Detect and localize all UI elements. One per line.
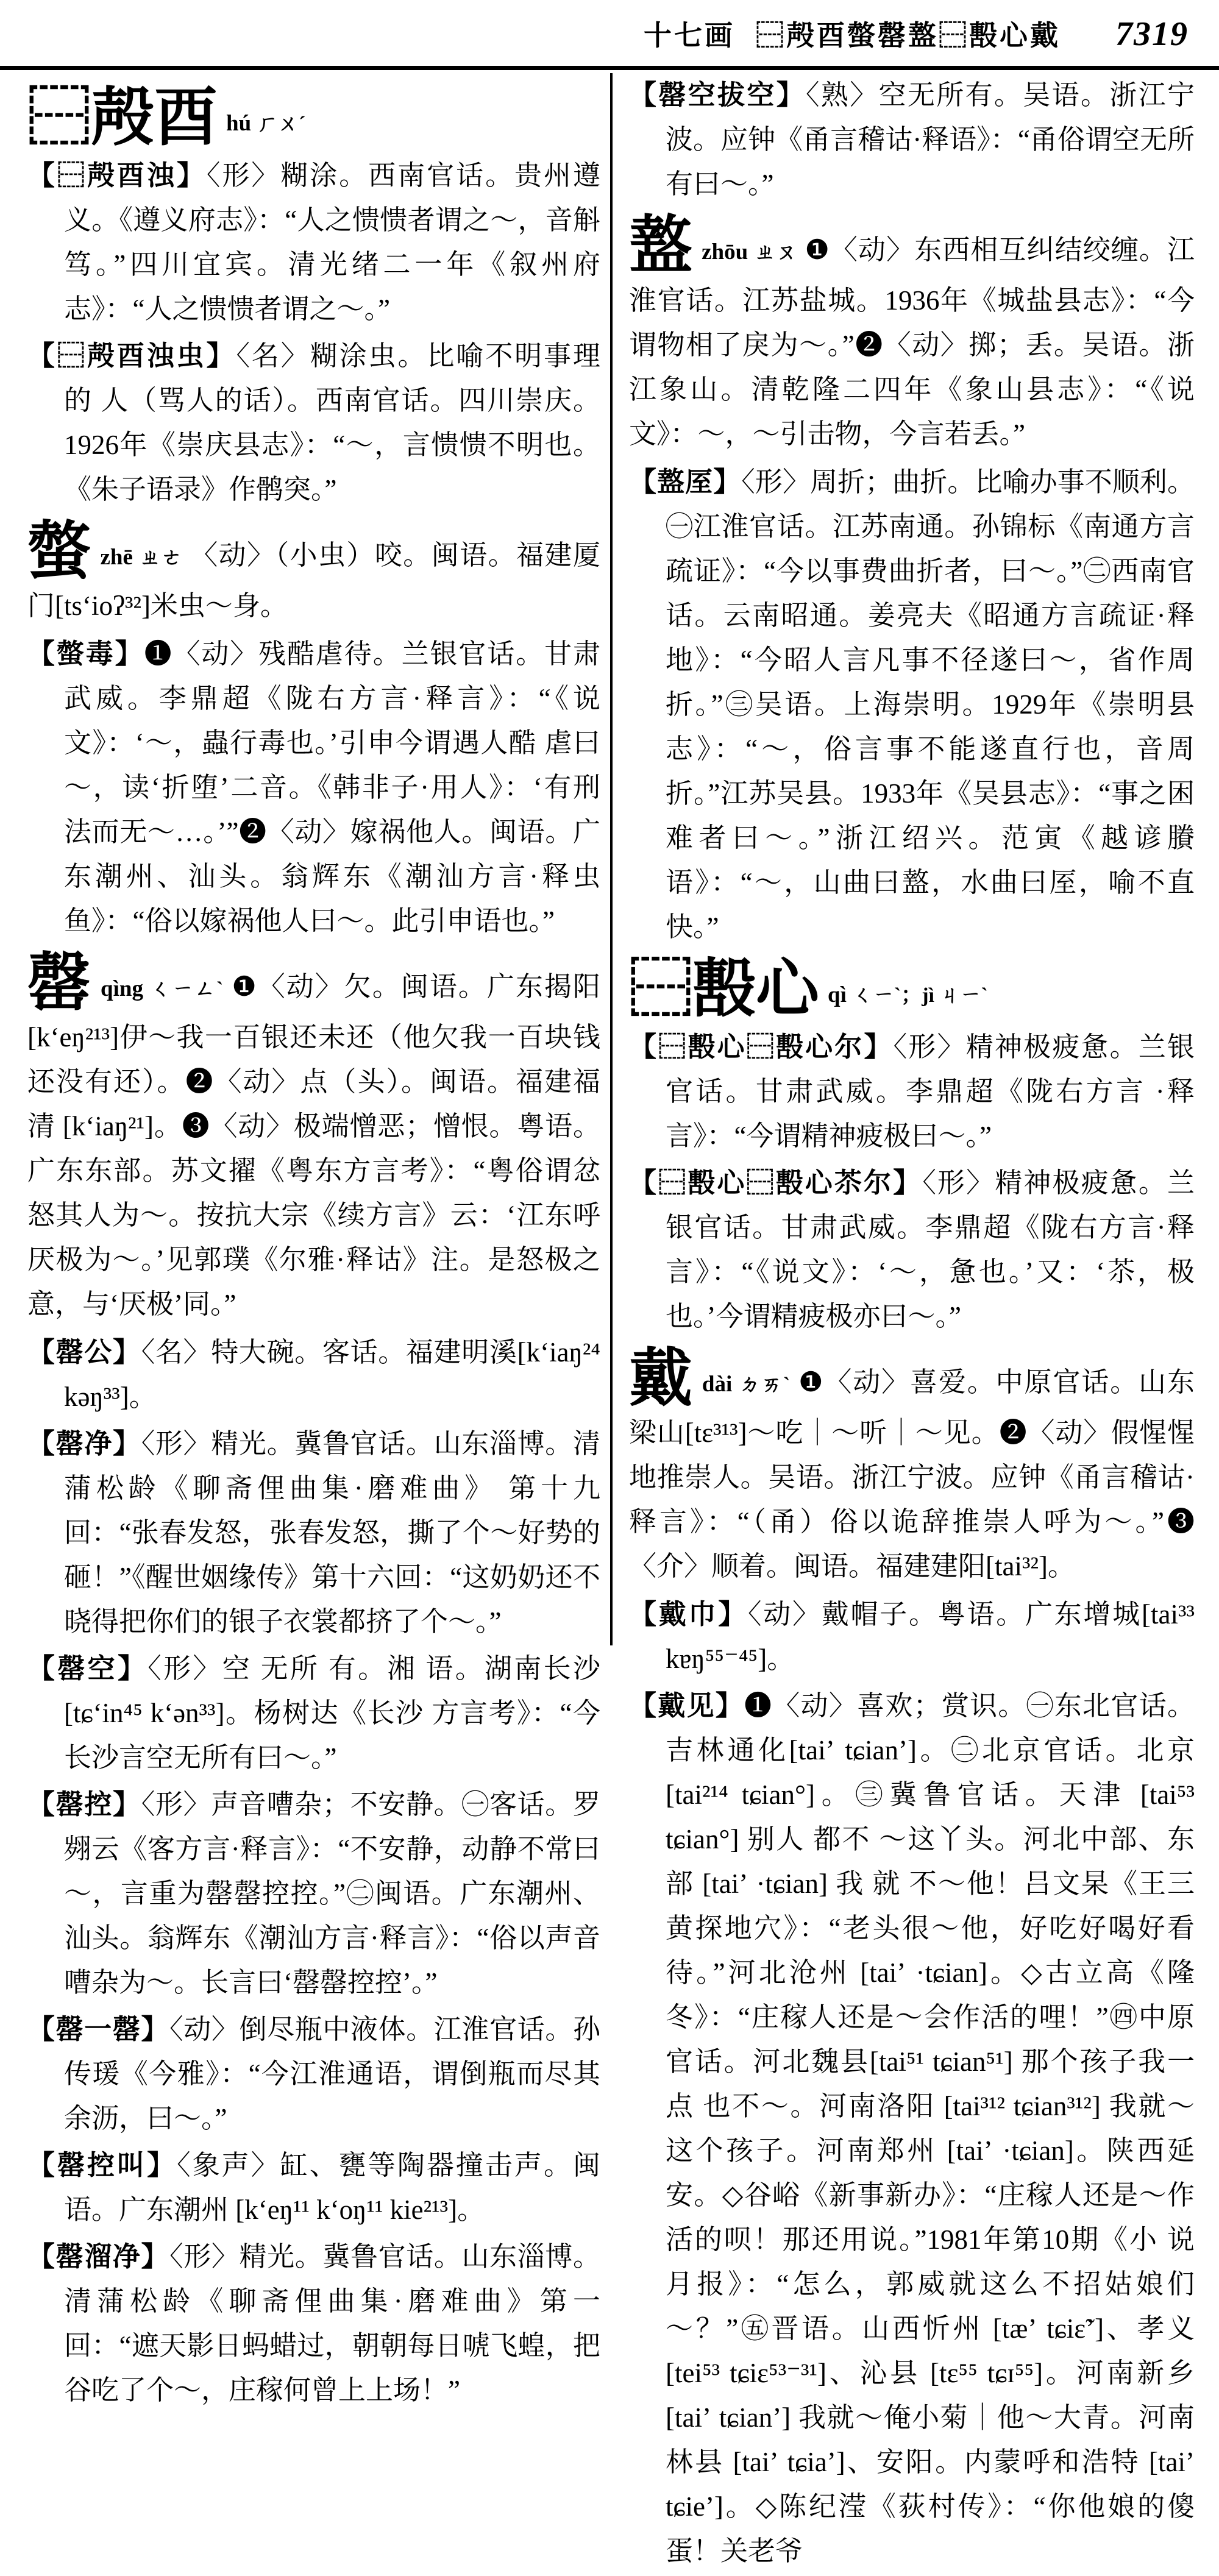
- entry-headword: 【戴见】: [629, 1691, 745, 1721]
- entry-headword: 【罄一罄】: [27, 2014, 170, 2045]
- head-character-entry: [27, 83, 600, 153]
- entry-headword: 【⿱毄心⿱毄心尔】: [629, 1032, 894, 1062]
- entry-body: 〈形〉精光。冀鲁官话。山东淄博。清蒲松龄《聊斋俚曲集·磨难曲》第一回：“遮天影日蚂蜡过，朝朝每日唬飞蝗，把谷吃了个～，庄稼何曾上上场！”: [64, 2241, 600, 2405]
- entry-body: 〈名〉特大碗。客话。福建明溪[kʻiaŋ²⁴ kəŋ³³]。: [64, 1337, 600, 1412]
- entry-body: 〈象声〉缸、甕等陶器撞击声。闽语。广东潮州 [kʻeŋ¹¹ kʻoŋ¹¹ kie²¹³]。: [64, 2150, 600, 2225]
- entry-body: ❶〈动〉东西相互纠结绞缠。江淮官话。江苏盐城。1936年《城盐县志》：“今谓物相了戾为～。”❷〈动〉掷；丢。吴语。浙江象山。清乾隆二四年《象山县志》：“《说文》：～，～引击物，今言若丢。”: [629, 235, 1195, 449]
- right-column: [629, 73, 1195, 2576]
- head-character-entry: [629, 211, 1195, 456]
- entry-headword: 【⿱毄心⿱毄心苶尔】: [629, 1168, 923, 1198]
- entry-body: ❶〈动〉欠。闽语。广东揭阳[kʻeŋ²¹³]伊～我一百银还未还（他欠我一百块钱还没有还）。❷〈动〉点（头）。闽语。福建福清 [kʻiaŋ²¹]。❸〈动〉极端憎恶；憎恨。粤语。广东东部。苏文擢《粤东方言考》：“粤俗谓忿怒其人为～。按抗大宗《续方言》云：‘江东呼厌极为～。’见郭璞《尔雅·释诂》注。是怒极之意，与‘厌极’同。”: [27, 971, 600, 1319]
- head-character: 螫: [27, 517, 92, 587]
- pinyin: zhōu: [702, 240, 748, 264]
- page-header: [0, 13, 1195, 56]
- entry-headword: 【罄净】: [27, 1428, 141, 1459]
- entry-headword: 【罄控】: [27, 1789, 141, 1820]
- pinyin: hú: [226, 111, 252, 136]
- word-entry: [629, 1161, 1195, 1339]
- entry-body: 〈熟〉空无所有。吴语。浙江宁波。应钟《甬言稽诂·释语》：“甬俗谓空无所有曰～。”: [666, 80, 1195, 199]
- word-entry: [27, 334, 600, 512]
- entry-headword: 【罄空拔空】: [629, 80, 806, 110]
- entry-body: 〈形〉空 无所 有。湘 语。湖南长沙 [tɕʻin⁴⁵ kʻən³³]。杨树达《长沙 方言考》：“今长沙言空无所有曰～。”: [64, 1653, 600, 1773]
- entry-headword: 【戴巾】: [629, 1599, 748, 1630]
- page-number: 7319: [1115, 15, 1189, 53]
- entry-body: 〈形〉周折；曲折。比喻办事不顺利。㊀江淮官话。江苏南通。孙锦标《南通方言疏证》：“今以事费曲折者，曰～。”㊁西南官话。云南昭通。姜亮夫《昭通方言疏证·释地》：“今昭人言凡事不径遂曰～，省作周折。”㊂吴语。上海崇明。1929年《崇明县志》：“～，俗言事不能遂直行也，音周折。”江苏吴县。1933年《吴县志》：“事之困难者曰～。”浙江绍兴。范寅《越谚賸语》：“～，山曲曰盩，水曲曰厔，喻不直快。”: [666, 467, 1195, 942]
- entry-body: 〈动〉（小虫）咬。闽语。福建厦门[tsʻioʔ³²]米虫～身。: [27, 540, 600, 621]
- pinyin: qì: [828, 982, 847, 1007]
- pinyin: qìng: [101, 976, 143, 1001]
- left-column: [27, 78, 600, 2415]
- word-entry: [27, 1422, 600, 1644]
- head-character: 罄: [27, 948, 93, 1018]
- word-entry: [27, 1330, 600, 1419]
- head-character: ⿱殸酉: [27, 83, 218, 153]
- word-entry: [629, 460, 1195, 949]
- entry-headword: 【盩厔】: [629, 467, 742, 497]
- zhuyin: ㄏㄨˊ: [257, 113, 306, 135]
- zhuyin: ㄉㄞˋ: [738, 1374, 792, 1396]
- zhuyin: ㄓㄜ: [138, 547, 183, 569]
- head-character: 盩: [629, 211, 694, 282]
- entry-body: 〈形〉精光。冀鲁官话。山东淄博。清蒲松龄《聊斋俚曲集·磨难曲》 第十九 回：“张春发怒，张春发怒，撕了个～好势的砸！”《醒世姻缘传》第十六回：“这奶奶还不晓得把你们的银子衣裳都挤了个～。”: [64, 1428, 600, 1637]
- entry-headword: 【罄溜净】: [27, 2241, 170, 2272]
- entry-body: 〈形〉精神极疲惫。兰银 官话。甘肃武威。李鼎超《陇右方言 ·释言》：“今谓精神疲极曰～。”: [666, 1032, 1195, 1151]
- word-entry: [27, 2143, 600, 2232]
- head-character-entry: [27, 948, 600, 1327]
- entry-headword: 【⿱殸酉浊虫】: [27, 341, 236, 371]
- entry-body: ❶〈动〉残酷虐待。兰银官话。甘肃武威。李鼎超《陇右方言·释言》：“《说文》：‘～，蟲行毒也。’引申今谓遇人酷 虐曰～，读‘折堕’二音。《韩非子·用人》：‘有刑 法而无～…。’”❷〈动〉嫁祸他人。闽语。广东潮州、汕头。翁辉东《潮汕方言·释虫鱼》：“俗以嫁祸他人曰～。此引申语也。”: [64, 639, 600, 936]
- word-entry: [629, 1025, 1195, 1158]
- entry-body: 〈形〉声音嘈杂；不安静。㊀客话。罗翙云《客方言·释言》：“不安静，动静不常曰～，言重为罄罄控控。”㊁闽语。广东潮州、汕头。翁辉东《潮汕方言·释言》：“俗以声音嘈杂为～。长言曰‘罄罄控控’。”: [64, 1789, 600, 1998]
- zhuyin: ㄑㄧㄥˋ: [149, 978, 225, 1001]
- pinyin: dài: [702, 1372, 733, 1397]
- word-entry: [27, 632, 600, 943]
- entry-headword: 【罄公】: [27, 1337, 141, 1368]
- column-divider: [610, 73, 613, 1645]
- entry-body: 〈动〉倒尽瓶中液体。江淮官话。孙传瑗《今雅》：“今江淮通语，谓倒瓶而尽其余沥，曰～。”: [64, 2014, 600, 2134]
- entry-body: ❶〈动〉喜爱。中原官话。山东梁山[tɛ³¹³]～吃｜～听｜～见。❷〈动〉假惺惺地推崇人。吴语。浙江宁波。应钟《甬言稽诂·释言》：“（甬）俗以诡辞推崇人呼为～。”❸〈介〉顺着。闽语。福建建阳[tai³²]。: [629, 1367, 1195, 1581]
- word-entry: [629, 1684, 1195, 2574]
- head-character-entry: [629, 1344, 1195, 1589]
- entry-headword: 【⿱殸酉浊】: [27, 160, 207, 191]
- zhuyin: ㄑㄧˋ；jì ㄐㄧˋ: [852, 984, 988, 1007]
- pinyin: zhē: [100, 545, 133, 570]
- head-character-entry: [27, 517, 600, 628]
- entry-body: 〈动〉戴帽子。粤语。广东增城[tai³³ kɐŋ⁵⁵⁻⁴⁵]。: [666, 1599, 1195, 1674]
- entry-headword: 【螫毒】: [27, 639, 144, 669]
- word-entry: [27, 2007, 600, 2141]
- word-entry: [27, 2235, 600, 2413]
- word-entry: [27, 1647, 600, 1780]
- word-entry: [629, 1592, 1195, 1681]
- entry-body: 〈形〉糊涂。西南官话。贵州遵义。《遵义府志》：“人之愦愦者谓之～，音斛笃。”四川宜宾。清光绪二一年《叙州府志》：“人之愦愦者谓之～。”: [64, 160, 600, 324]
- entry-body: ❶〈动〉喜欢；赏识。㊀东北官话。吉林通化[taiʼ tɕianʼ]。㊁北京官话。北京[tai²¹⁴ tɕian°]。㊂冀鲁官话。天津 [tai⁵³ tɕian°] 别人 都不 ～这丫头。河北中部、东部 [taiʼ ·tɕian] 我 就 不～他！吕文杲《王三黄探地穴》：“老头很～他，好吃好喝好看待。”河北沧州 [taiʼ ·tɕian]。◇古立高《隆冬》：“庄稼人还是～会作活的哩！”㊃中原官话。河北魏县[tai⁵¹ tɕian⁵¹] 那个孩子我一点 也不～。河南洛阳 [tai³¹² tɕian³¹²] 我就～这个孩子。河南郑州 [taiʼ ·tɕian]。陕西延安。◇谷峪《新事新办》：“庄稼人还是～作 活的呗！那还用说。”1981年第10期《小 说 月报》：“怎么，郭威就这么不招姑娘们～？”㊄晋语。山西忻州 [tæʼ tɕiɛ̃ʼ]、孝义 [tei⁵³ tɕiɛ⁵³⁻³¹]、沁县 [tɛ⁵⁵ tɕɪ⁵⁵]。河南新乡 [taiʼ tɕianʼ] 我就～俺小菊｜他～大青。河南林县 [taiʼ tɕiaʼ]、安阳。内蒙呼和浩特 [taiʼ tɕieʼ]。◇陈纪滢《荻村传》：“你他娘的傻蛋！关老爷: [666, 1691, 1195, 2566]
- header-rule: [0, 66, 1219, 70]
- stroke-section-label: 十七画: [644, 20, 735, 51]
- word-entry: [27, 1783, 600, 2005]
- head-character-entry: [629, 954, 1195, 1024]
- entry-headword: 【罄空】: [27, 1653, 148, 1684]
- header-character-list: ⿱殸酉螫罄盩⿱毄心戴: [756, 20, 1061, 51]
- entry-body: 〈名〉糊涂虫。比喻不明事理 的 人（骂人的话）。西南官话。四川崇庆。1926年《崇庆县志》：“～，言愦愦不明也。《朱子语录》作鹘突。”: [64, 341, 600, 505]
- entry-body: 〈形〉精神极疲惫。兰银官话。甘肃武威。李鼎超《陇右方言·释言》：“《说文》：‘～，惫也。’又：‘苶，极也。’今谓精疲极亦曰～。”: [666, 1168, 1195, 1332]
- word-entry: [27, 154, 600, 332]
- zhuyin: ㄓㄡ: [754, 241, 798, 264]
- entry-headword: 【罄控叫】: [27, 2150, 177, 2180]
- word-entry: [629, 73, 1195, 207]
- head-character: ⿱毄心: [629, 954, 820, 1024]
- head-character: 戴: [629, 1344, 694, 1414]
